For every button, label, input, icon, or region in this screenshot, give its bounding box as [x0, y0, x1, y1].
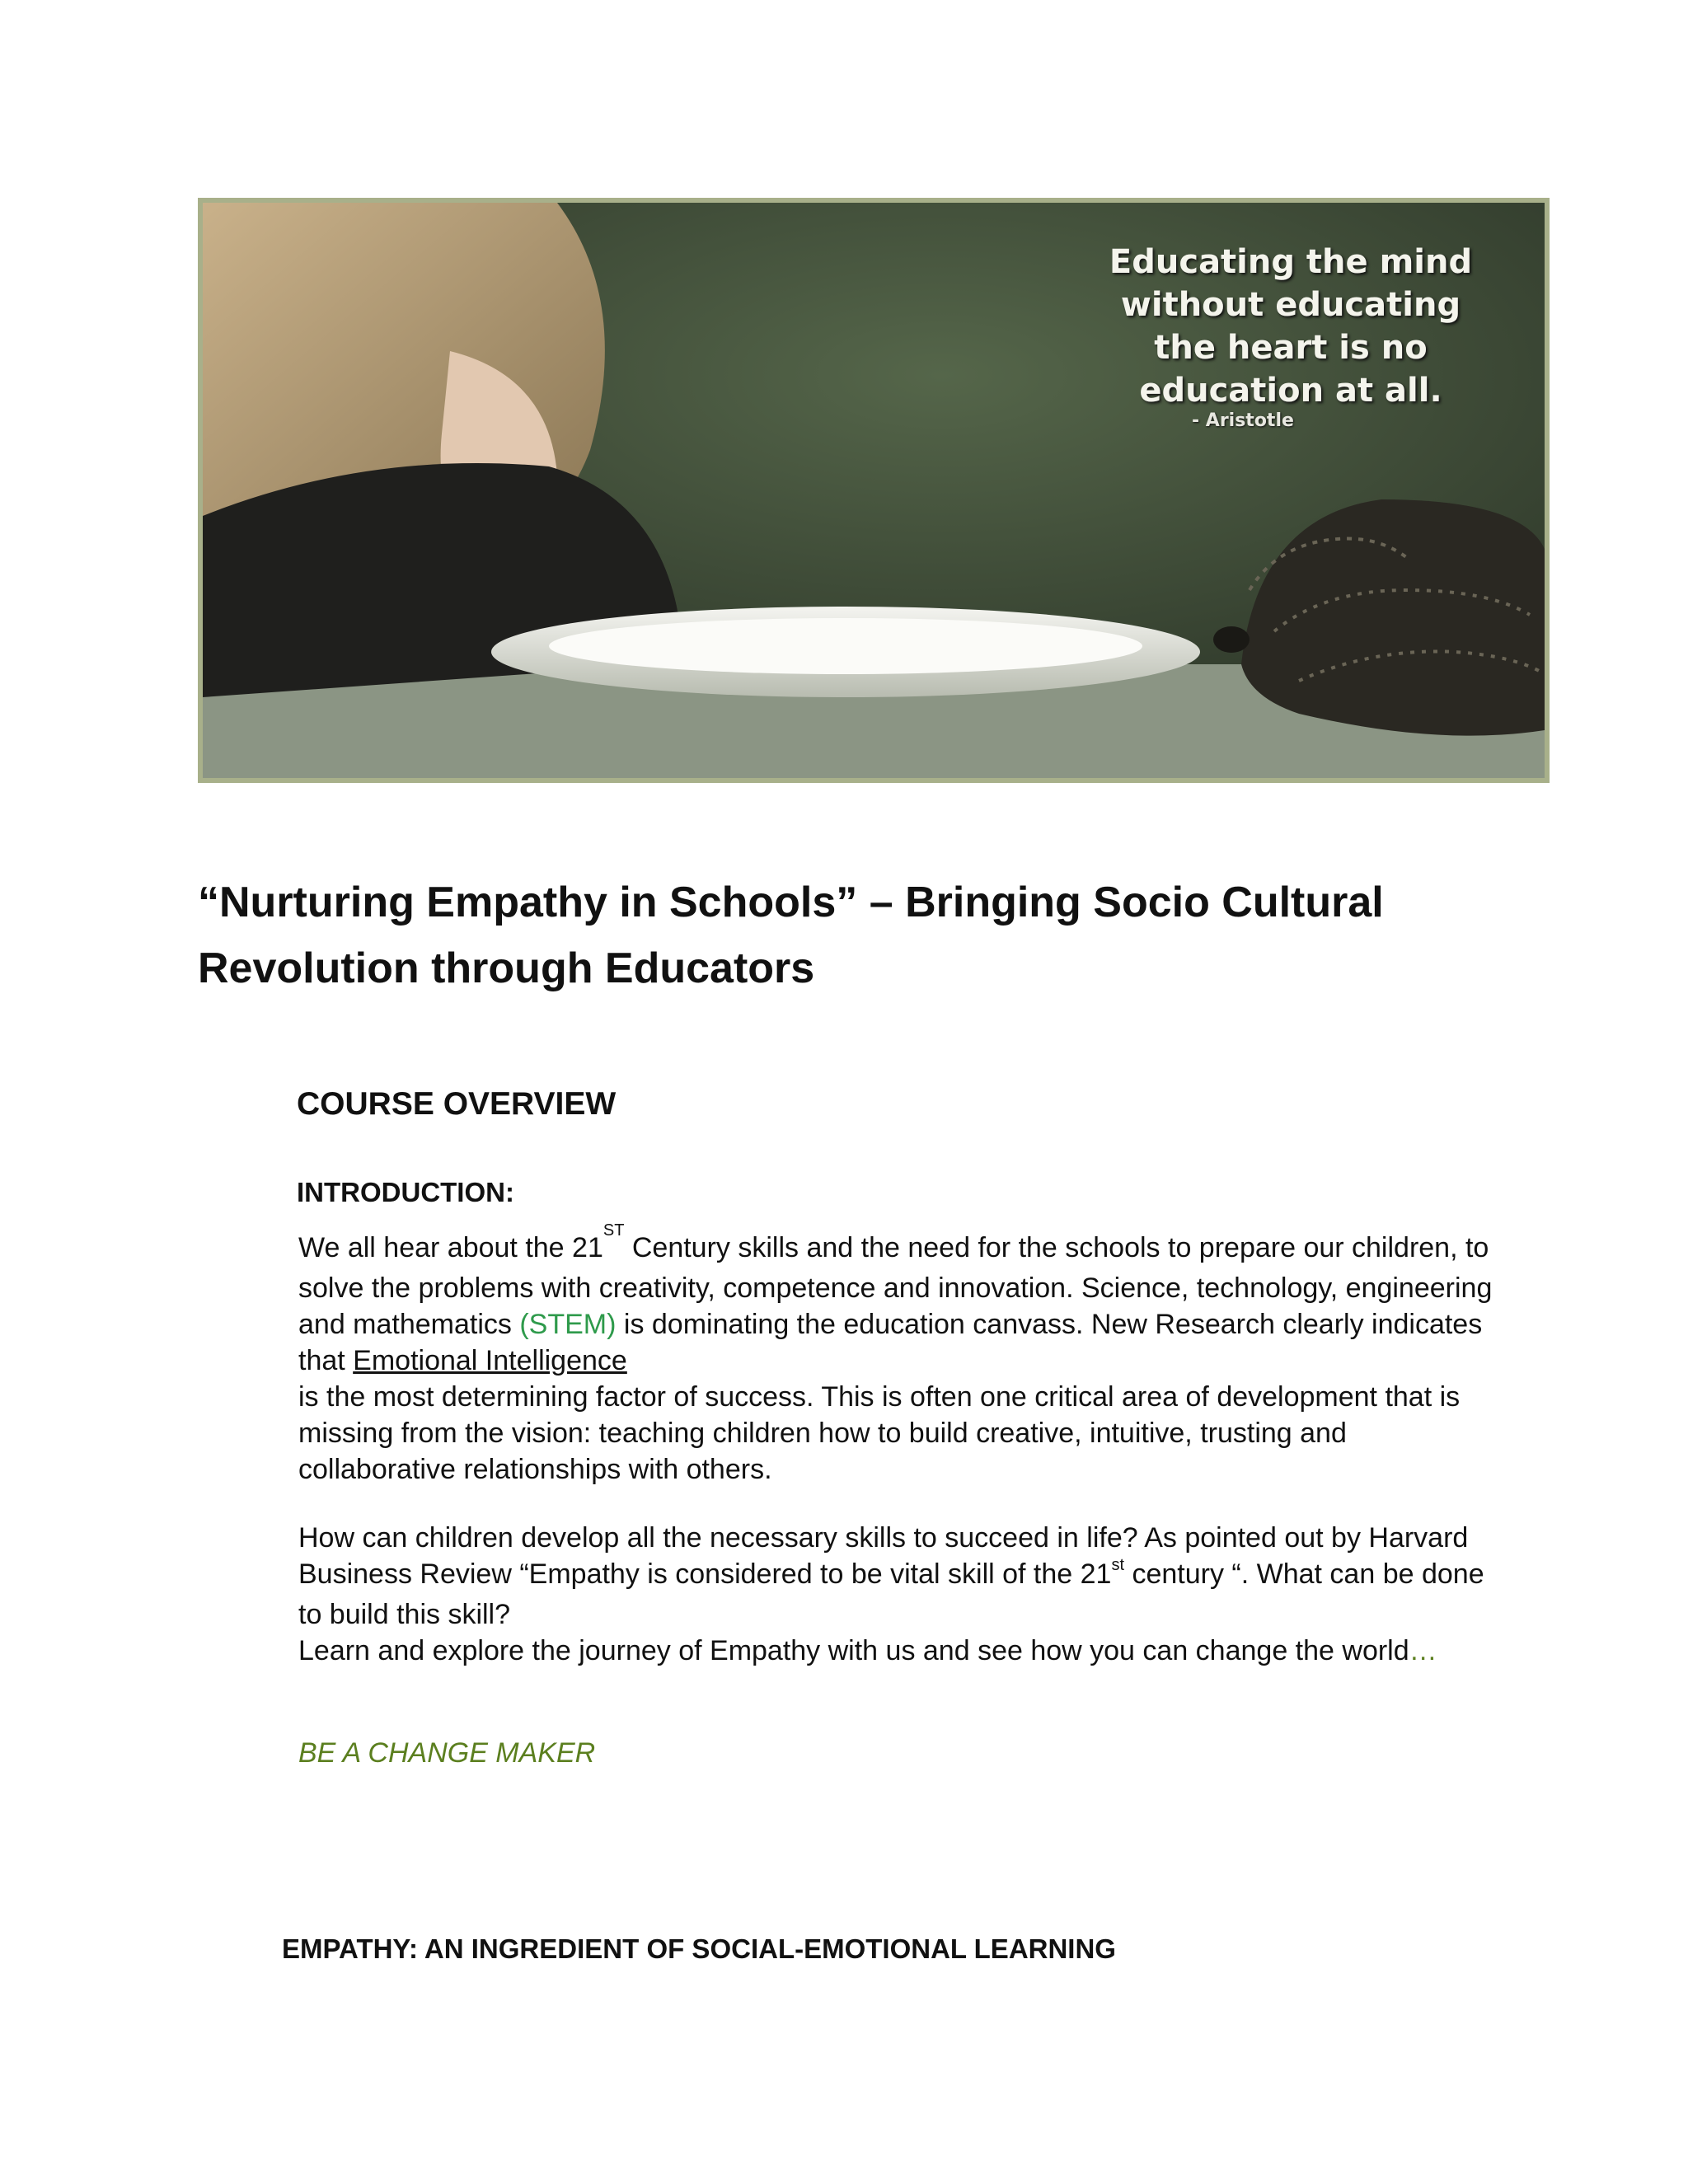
banner-quote — [1043, 241, 1538, 412]
empathy-section-heading: EMPATHY: AN INGREDIENT OF SOCIAL-EMOTIONAL LEARNING — [282, 1933, 1116, 1964]
superscript: ST — [603, 1221, 625, 1240]
quote-line: without educating — [1120, 286, 1461, 324]
tagline: BE A CHANGE MAKER — [298, 1737, 596, 1769]
emotional-intelligence-link[interactable]: Emotional Intelligence — [353, 1345, 627, 1376]
text-run: Century skills and the need for the schools to prepare our children, to solve the problems with creativity, competence and innovation. Science, technology, engineering and mathematics — [298, 1232, 1493, 1340]
introduction-heading: INTRODUCTION: — [297, 1177, 514, 1207]
ellipsis: … — [1409, 1635, 1437, 1666]
stem-highlight: (STEM) — [519, 1309, 617, 1340]
text-run: Learn and explore the journey of Empathy with us and see how you can change the world — [298, 1635, 1409, 1666]
superscript: st — [1111, 1556, 1125, 1574]
text-run: is dominating the education canvass. New Research clearly indicates that — [298, 1309, 1483, 1376]
text-run: We all hear about the 21 — [298, 1232, 603, 1263]
introduction-paragraph-1 — [298, 1221, 1502, 1488]
introduction-paragraph-2 — [298, 1520, 1502, 1669]
quote-line: the heart is no — [1154, 329, 1428, 367]
text-run: is the most determining factor of success. This is often one critical area of development that is missing from the vision: teaching children how to build creative, intuitive, trusting and collaborative relationships with others. — [298, 1381, 1461, 1485]
text-run: century “. What can be done to build this skill? — [298, 1558, 1484, 1630]
quote-line: education at all. — [1139, 372, 1442, 410]
text-run: How can children develop all the necessary skills to succeed in life? As pointed out by Harvard Business Review “Empathy is considered to be vital skill of the 21 — [298, 1522, 1469, 1590]
quote-attribution: - Aristotle — [1192, 410, 1294, 431]
course-overview-heading: COURSE OVERVIEW — [297, 1086, 617, 1122]
hero-banner-image — [198, 198, 1550, 783]
page-title: “Nurturing Empathy in Schools” – Bringing Socio Cultural Revolution through Educators — [198, 879, 1384, 992]
quote-line: Educating the mind — [1109, 243, 1473, 281]
